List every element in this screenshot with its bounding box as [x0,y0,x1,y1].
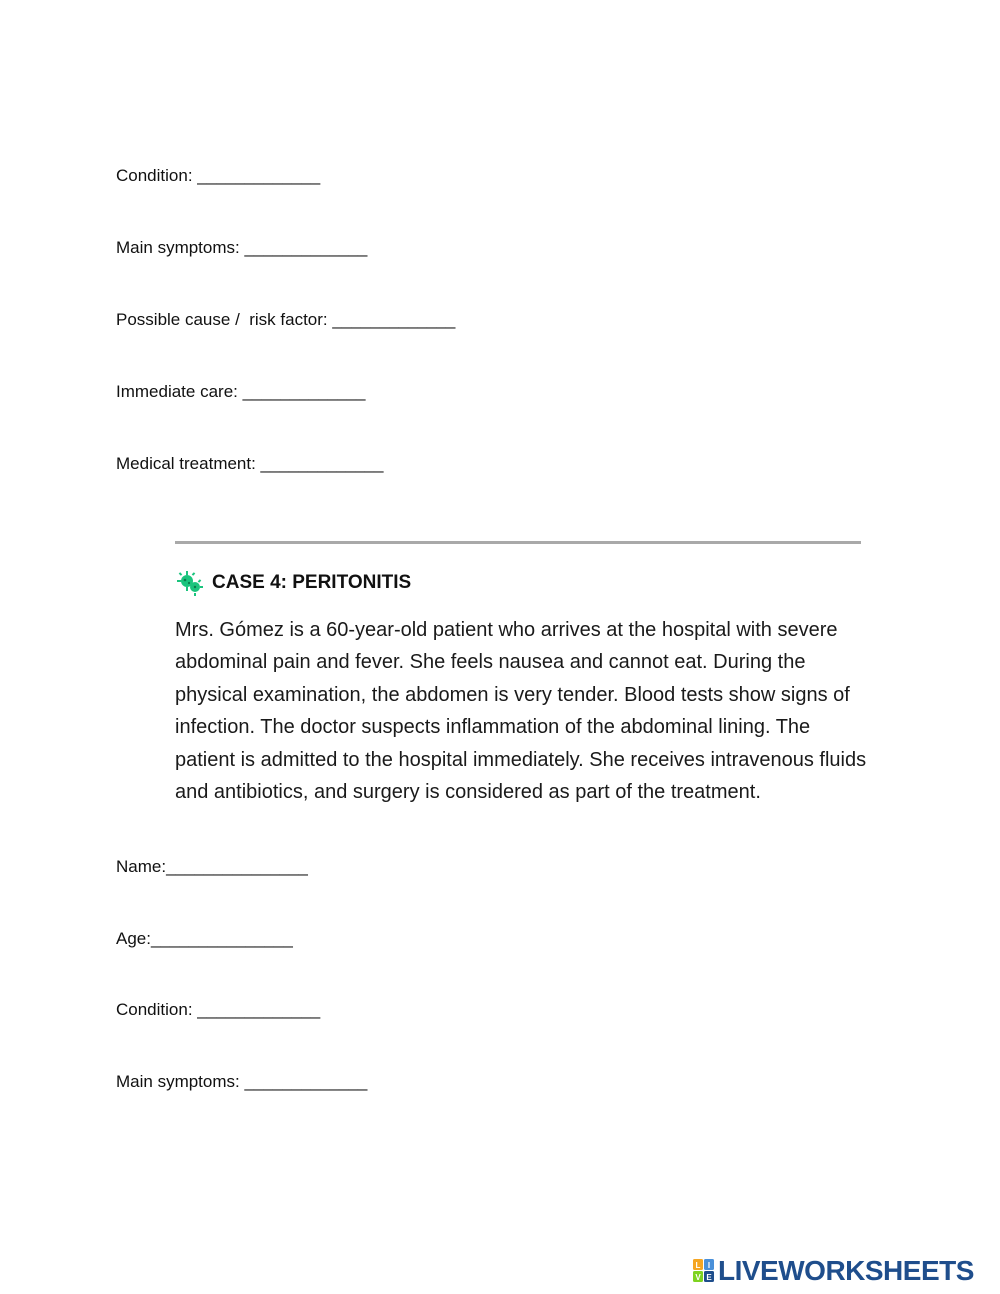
main-symptoms-field-bottom: Main symptoms: _____________ [116,1072,368,1091]
name-field: Name:_______________ [116,857,308,876]
logo-blocks-icon [693,1259,715,1283]
logo-letter-v: V [695,1273,701,1282]
age-field: Age:_______________ [116,929,293,948]
logo-letter-l: L [695,1261,701,1270]
cause-risk-factor-field: Possible cause / risk factor: _____________ [116,310,456,329]
case-title: CASE 4: PERITONITIS [212,572,412,593]
logo-letter-i: I [707,1261,711,1270]
liveworksheets-logo [693,1255,974,1287]
medical-treatment-field: Medical treatment: _____________ [116,454,384,473]
condition-field-top: Condition: _____________ [116,166,321,185]
case-heading [176,570,411,596]
section-divider [175,541,861,544]
case-description: Mrs. Gómez is a 60-year-old patient who arrives at the hospital with severe abdominal pain and fever. She feels nausea and cannot eat. During the physical examination, the abdomen is very tender. Blood tests show signs of infection. The doctor suspects inflammation of the abdominal lining. The patient is admitted to the hospital immediately. She receives intravenous fluids and antibiotics, and surgery is considered as part of the treatment. [175,619,867,804]
condition-field-bottom: Condition: _____________ [116,1000,321,1019]
logo-text: LIVEWORKSHEETS [718,1255,974,1286]
immediate-care-field: Immediate care: _____________ [116,382,366,401]
virus-icon [176,570,204,596]
logo-letter-e: E [706,1273,712,1282]
main-symptoms-field-top: Main symptoms: _____________ [116,238,368,257]
